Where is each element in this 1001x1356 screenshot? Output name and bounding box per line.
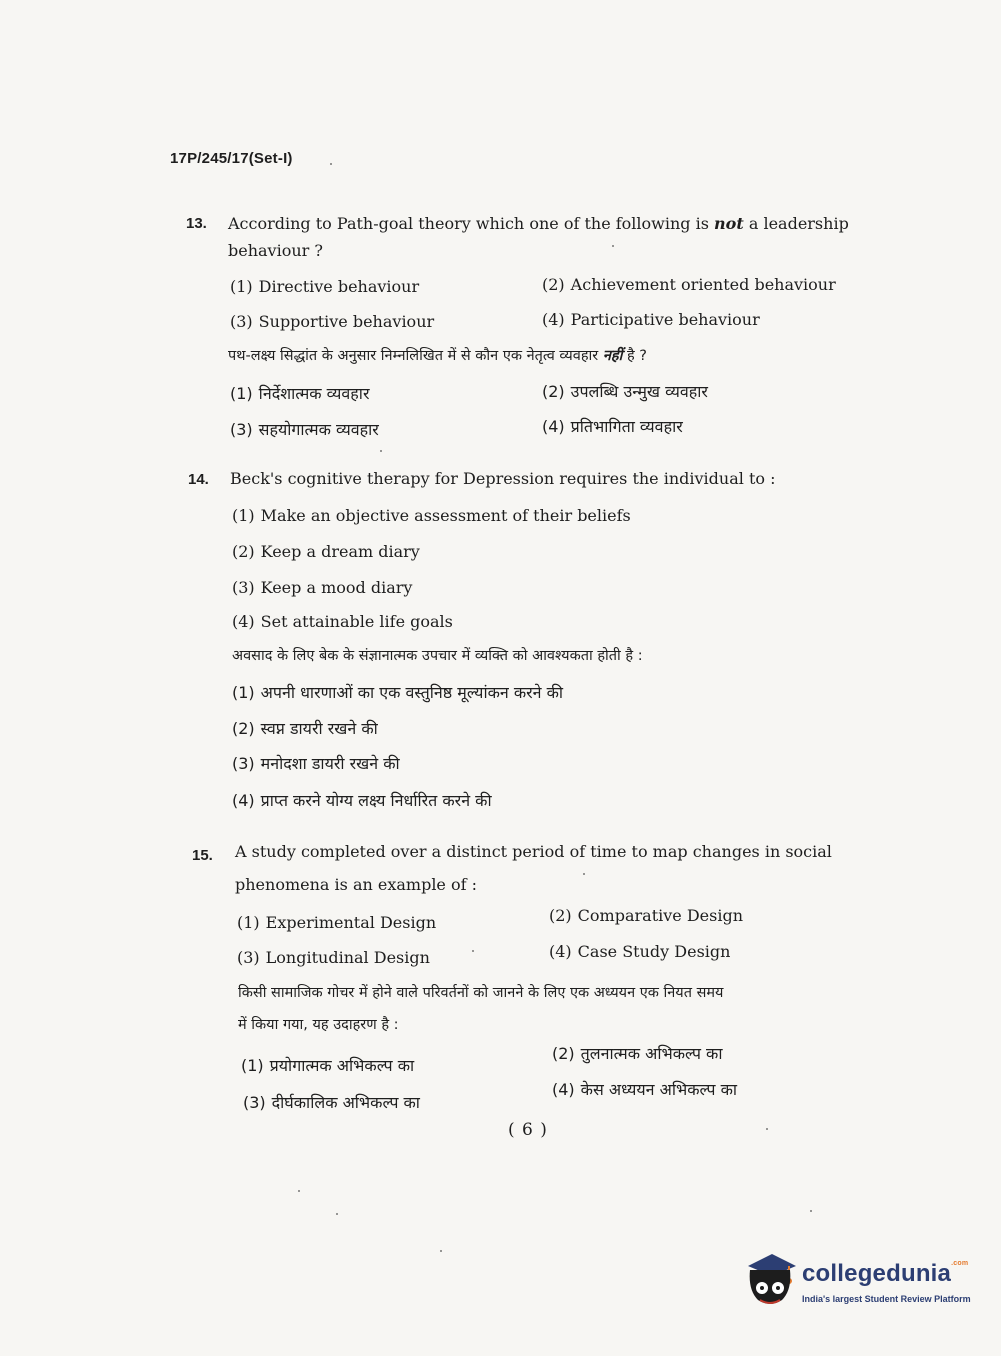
option-text: Make an objective assessment of their beliefs: [260, 506, 631, 525]
option-text: Directive behaviour: [258, 277, 420, 296]
question-14-text-hi: अवसाद के लिए बेक के संज्ञानात्मक उपचार में व्यक्ति को आवश्यकता होती है :: [232, 648, 643, 664]
option-number: (4): [552, 1080, 575, 1099]
option-text: Participative behaviour: [570, 310, 760, 329]
brand-com: .com: [951, 1260, 969, 1267]
option-text: Case Study Design: [577, 942, 731, 961]
option-number: (2): [232, 542, 255, 561]
option-text: Comparative Design: [577, 906, 743, 925]
option-number: (1): [232, 506, 255, 525]
scan-speck: [612, 245, 614, 247]
option-text: Set attainable life goals: [260, 612, 453, 631]
option-number: (3): [243, 1093, 266, 1112]
q14-option-hi-1: [232, 681, 563, 703]
scan-speck: [440, 1250, 442, 1252]
option-text: मनोदशा डायरी रखने की: [260, 754, 400, 773]
q14-option-en-1: [232, 506, 631, 525]
q15-option-en-3: [237, 948, 430, 967]
option-text: दीर्घकालिक अभिकल्प का: [271, 1093, 420, 1112]
scan-speck: [380, 450, 382, 452]
question-15-text-hi-line2: में किया गया, यह उदाहरण है :: [238, 1017, 399, 1033]
q15-option-hi-3: [243, 1091, 420, 1113]
q15-option-en-2: [549, 906, 743, 925]
option-text: स्वप्न डायरी रखने की: [260, 719, 378, 738]
q13-option-en-4: [542, 310, 760, 329]
option-text: प्रतिभागिता व्यवहार: [570, 417, 683, 436]
q15-option-hi-1: [241, 1054, 414, 1076]
option-number: (2): [542, 275, 565, 294]
option-text: Supportive behaviour: [258, 312, 435, 331]
q13-option-en-2: [542, 275, 836, 294]
question-15-text-en-line2: phenomena is an example of :: [235, 875, 478, 894]
q13-option-en-1: [230, 277, 419, 296]
option-number: (2): [542, 382, 565, 401]
option-number: (3): [232, 578, 255, 597]
q13-option-hi-2: [542, 380, 708, 402]
collegedunia-watermark: [742, 1250, 972, 1312]
option-number: (3): [230, 420, 253, 439]
question-13-number: 13.: [186, 215, 207, 232]
option-text: Achievement oriented behaviour: [570, 275, 836, 294]
q13-option-hi-1: [230, 382, 370, 404]
option-number: (1): [232, 683, 255, 702]
option-text: अपनी धारणाओं का एक वस्तुनिष्ठ मूल्यांकन करने की: [260, 683, 564, 702]
question-15-number: 15.: [192, 847, 213, 864]
option-text: सहयोगात्मक व्यवहार: [258, 420, 379, 439]
q15-option-hi-4: [552, 1078, 737, 1100]
option-number: (2): [552, 1044, 575, 1063]
question-15-text-en-line1: A study completed over a distinct period of time to map changes in social: [235, 842, 832, 861]
q14-option-hi-2: [232, 717, 378, 739]
option-text: Experimental Design: [265, 913, 437, 932]
option-number: (1): [237, 913, 260, 932]
option-text: उपलब्धि उन्मुख व्यवहार: [570, 382, 708, 401]
q14-option-en-2: [232, 542, 420, 561]
option-number: (4): [549, 942, 572, 961]
option-number: (1): [241, 1056, 264, 1075]
option-text: निर्देशात्मक व्यवहार: [258, 384, 370, 403]
mascot-icon: [742, 1250, 800, 1312]
question-13-text-en-line2: behaviour ?: [228, 241, 323, 260]
page-number: ( 6 ): [508, 1120, 548, 1140]
q15-option-en-1: [237, 913, 436, 932]
option-number: (3): [232, 754, 255, 773]
q13-text-part-a: According to Path-goal theory which one of the following is: [228, 214, 715, 233]
q13-hi-part-a: पथ-लक्ष्य सिद्धांत के अनुसार निम्नलिखित में से कौन एक नेतृत्व व्यवहार: [228, 348, 603, 364]
brand-tagline: India's largest Student Review Platform: [802, 1294, 971, 1304]
q15-option-hi-2: [552, 1042, 722, 1064]
scan-speck: [336, 1213, 338, 1215]
q14-option-hi-3: [232, 752, 400, 774]
scan-speck: [330, 163, 332, 165]
option-number: (4): [542, 417, 565, 436]
option-number: (4): [232, 791, 255, 810]
question-13-text-en-line1: [228, 214, 849, 233]
option-text: प्रयोगात्मक अभिकल्प का: [269, 1056, 415, 1075]
q14-option-en-4: [232, 612, 453, 631]
q13-option-hi-4: [542, 415, 683, 437]
option-text: तुलनात्मक अभिकल्प का: [580, 1044, 723, 1063]
question-13-text-hi: [228, 345, 647, 365]
option-number: (2): [549, 906, 572, 925]
q15-option-en-4: [549, 942, 730, 961]
q13-option-hi-3: [230, 418, 379, 440]
q13-hi-not-emphasis: नहीं: [602, 348, 623, 364]
scan-speck: [298, 1190, 300, 1192]
option-number: (2): [232, 719, 255, 738]
q13-text-part-b: a leadership: [743, 214, 849, 233]
brand-word: collegedunia: [802, 1260, 952, 1287]
scan-speck: [472, 950, 474, 952]
scan-speck: [766, 1128, 768, 1130]
option-text: प्राप्त करने योग्य लक्ष्य निर्धारित करने की: [260, 791, 492, 810]
option-text: Keep a mood diary: [260, 578, 413, 597]
option-number: (4): [542, 310, 565, 329]
scan-speck: [583, 873, 585, 875]
brand-name: [802, 1260, 968, 1288]
q13-hi-part-b: है ?: [622, 348, 647, 364]
q14-option-hi-4: [232, 789, 492, 811]
option-number: (1): [230, 384, 253, 403]
option-number: (1): [230, 277, 253, 296]
option-text: Keep a dream diary: [260, 542, 420, 561]
option-number: (4): [232, 612, 255, 631]
option-number: (3): [237, 948, 260, 967]
question-14-text-en: Beck's cognitive therapy for Depression requires the individual to :: [230, 469, 776, 488]
question-15-text-hi-line1: किसी सामाजिक गोचर में होने वाले परिवर्तनों को जानने के लिए एक अध्ययन एक नियत समय: [238, 985, 724, 1001]
question-14-number: 14.: [188, 471, 209, 488]
scan-speck: [810, 1210, 812, 1212]
option-text: केस अध्ययन अभिकल्प का: [580, 1080, 738, 1099]
option-text: Longitudinal Design: [265, 948, 430, 967]
option-number: (3): [230, 312, 253, 331]
q13-option-en-3: [230, 312, 434, 331]
q13-not-emphasis: not: [714, 214, 744, 233]
q14-option-en-3: [232, 578, 412, 597]
paper-code: 17P/245/17(Set-I): [170, 150, 293, 167]
